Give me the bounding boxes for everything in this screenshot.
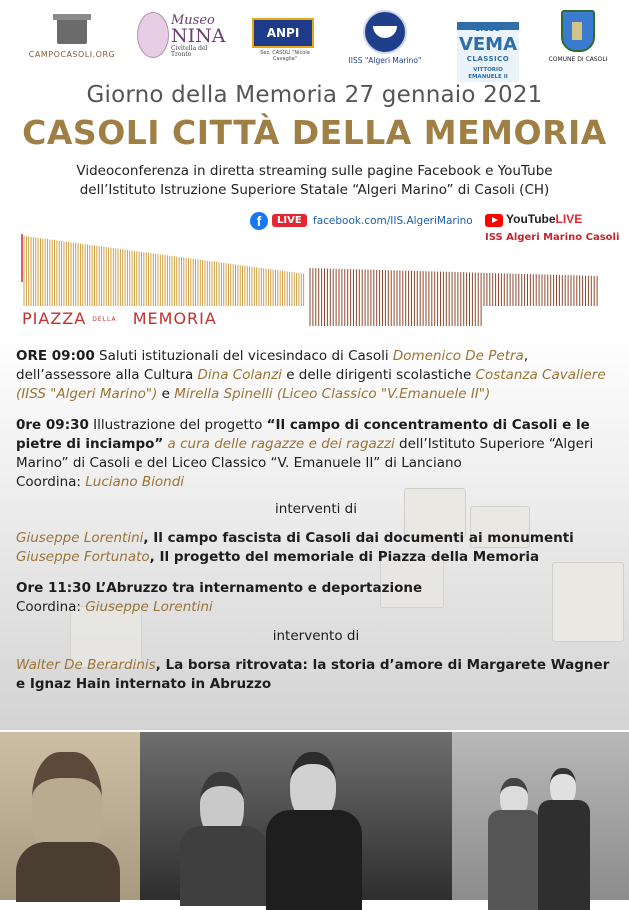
event-date-heading: Giorno della Memoria 27 gennaio 2021 [86, 82, 543, 108]
comune-logo [548, 8, 608, 72]
session-title-abruzzo: L’Abruzzo tra internamento e deportazione [90, 580, 423, 596]
speaker-cavaliere: Costanza Cavaliere (IISS "Algeri Marino") [16, 367, 606, 402]
talk-fortunato: , Il progetto del memoriale di Piazza della Memoria [149, 549, 540, 565]
campocasoli-logo [24, 8, 120, 72]
campocasoli-caption: CAMPOCASOLI.ORG [28, 50, 116, 59]
speakers-list [16, 529, 616, 567]
piazza-word: PIAZZA [22, 309, 87, 328]
anpi-label: ANPI [252, 18, 314, 48]
speaker-lorentini: Giuseppe Lorentini [16, 530, 144, 546]
speaker-fortunato: Giuseppe Fortunato [16, 549, 150, 565]
ship-icon [363, 10, 407, 54]
subtitle-line-2: dell’Istituto Istruzione Superiore Statale “Algeri Marino” di Casoli (CH) [79, 182, 550, 198]
speaker-de-berardinis-item [16, 656, 616, 694]
portrait-icon [137, 12, 169, 58]
p2-text-c: dell’Istituto Superiore “Algeri Marino” di Casoli e del Liceo Classico “V. Emanuele II” di Lanciano [16, 436, 594, 471]
facebook-link[interactable]: facebook.com/IIS.AlgeriMarino [313, 215, 473, 227]
coordinator-biondi: Luciano Biondi [85, 474, 185, 490]
intervento-di: intervento di [272, 628, 360, 644]
live-badge: LIVE [272, 214, 307, 227]
interventi-di: interventi di [275, 501, 357, 517]
time-1130: Ore 11:30 [16, 580, 91, 596]
photo-couple-outdoors [452, 732, 629, 900]
vema-sub: VITTORIO EMANUELE II [468, 67, 508, 80]
crest-icon [561, 10, 595, 52]
vema-logo [452, 8, 524, 80]
iiss-logo [345, 8, 425, 72]
comune-caption: COMUNE DI CASOLI [548, 56, 608, 63]
civitella-label: Civitella del Tronto [171, 45, 208, 58]
coord-label-2: Coordina: [16, 599, 86, 615]
project-title: “Il campo di concentramento di Casoli e le pietre di inciampo” [16, 417, 590, 452]
museo-nina-logo [137, 8, 227, 72]
program-item-1130 [16, 579, 616, 617]
piazza-memoria-wordmark [22, 309, 217, 328]
speaker-de-petra: Domenico De Petra [392, 348, 524, 364]
coord-label-1: Coordina: [16, 474, 86, 490]
youtube-channel[interactable]: ISS Algeri Marino Casoli [485, 232, 620, 243]
page-title: CASOLI CITTÀ DELLA MEMORIA [22, 113, 607, 152]
vema-label: VEMA [458, 34, 518, 55]
program-item-0930 [16, 416, 616, 492]
liceo-label: LICEO CLASSICO [466, 25, 510, 63]
p1-text-d: e [157, 386, 175, 402]
p1-text-a: Saluti istituzionali del vicesindaco di Casoli [94, 348, 393, 364]
p2-text-a: Illustrazione del progetto [88, 417, 267, 433]
p1-text-c: e delle dirigenti scolastiche [281, 367, 476, 383]
time-0930: 0re 09:30 [16, 417, 89, 433]
speaker-de-berardinis: Walter De Berardinis [16, 657, 156, 673]
photo-couple-street [140, 732, 452, 900]
program-item-0900 [16, 347, 616, 404]
anpi-sub: Sez. CASOLI "Nicola Cavaglia" [260, 50, 310, 62]
youtube-live-label: LIVE [555, 212, 583, 226]
memoria-word: MEMORIA [132, 309, 217, 328]
anpi-logo [252, 8, 318, 72]
p2-students: a cura delle ragazze e dei ragazzi [163, 436, 395, 452]
photo-portrait-woman [0, 732, 140, 900]
speaker-colanzi: Dina Colanzi [197, 367, 282, 383]
box-icon [57, 18, 87, 44]
facebook-icon: f [250, 212, 268, 230]
p1-text-b: , dell’assessore alla Cultura [16, 348, 529, 383]
iiss-caption: IISS "Algeri Marino" [348, 56, 422, 65]
della-word: DELLA [92, 316, 117, 323]
nina-label: NINA [171, 25, 226, 47]
talk-de-berardinis: , La borsa ritrovata: la storia d’amore di Margarete Wagner e Ignaz Hain internato in Abruzzo [16, 657, 610, 692]
youtube-icon [485, 214, 503, 227]
program [16, 347, 616, 706]
youtube-label: YouTube [506, 212, 556, 226]
subtitle-line-1: Videoconferenza in diretta streaming sulle pagine Facebook e YouTube [76, 163, 553, 179]
talk-lorentini: , Il campo fascista di Casoli dai documenti ai monumenti [143, 530, 574, 546]
coordinator-lorentini: Giuseppe Lorentini [85, 599, 213, 615]
time-0900: ORE 09:00 [16, 348, 95, 364]
speaker-spinelli: Mirella Spinelli (Liceo Classico "V.Emanuele II") [174, 386, 491, 402]
museo-label: Museo [171, 13, 215, 28]
